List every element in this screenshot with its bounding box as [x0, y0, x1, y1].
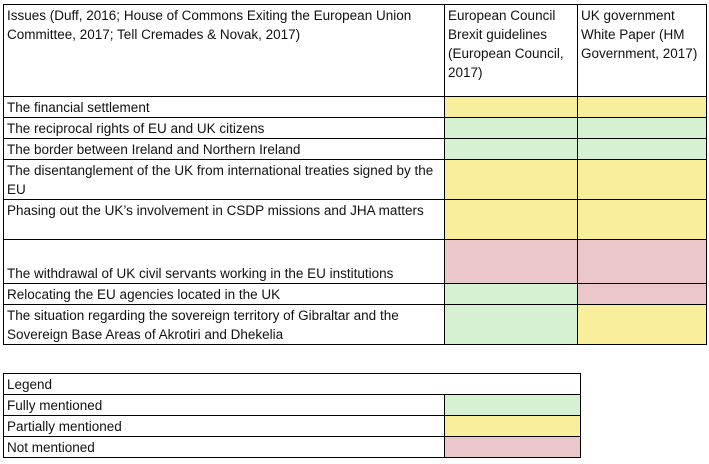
uk-status-cell [578, 240, 707, 284]
eu-status-cell [445, 160, 578, 200]
legend-row [4, 416, 581, 437]
legend-swatch-partially [445, 416, 581, 437]
uk-status-cell [578, 284, 707, 305]
header-issues: Issues (Duff, 2016; House of Commons Exiting the European Union Committee, 2017; Tell Cremades & Novak, 2017) [4, 5, 445, 97]
issue-cell: The financial settlement [4, 97, 445, 118]
eu-status-cell [445, 139, 578, 160]
uk-status-cell [578, 118, 707, 139]
issue-cell: Relocating the EU agencies located in the UK [4, 284, 445, 305]
eu-status-cell [445, 305, 578, 345]
table-row [4, 97, 707, 118]
legend-row [4, 437, 581, 458]
eu-status-cell [445, 284, 578, 305]
eu-status-cell [445, 118, 578, 139]
eu-status-cell [445, 240, 578, 284]
table-row [4, 139, 707, 160]
issue-cell: The withdrawal of UK civil servants working in the EU institutions [4, 240, 445, 284]
issue-cell: The reciprocal rights of EU and UK citizens [4, 118, 445, 139]
issue-cell: The border between Ireland and Northern Ireland [4, 139, 445, 160]
issue-cell: The disentanglement of the UK from international treaties signed by the EU [4, 160, 445, 200]
uk-status-cell [578, 200, 707, 240]
table-row [4, 200, 707, 240]
comparison-table [3, 4, 707, 345]
uk-status-cell [578, 160, 707, 200]
table-header-row [4, 5, 707, 97]
legend-label: Fully mentioned [4, 395, 445, 416]
uk-status-cell [578, 305, 707, 345]
legend-title-row [4, 374, 581, 395]
legend-table [3, 373, 581, 458]
table-row [4, 118, 707, 139]
table-row [4, 240, 707, 284]
legend-swatch-fully [445, 395, 581, 416]
uk-status-cell [578, 139, 707, 160]
table-row [4, 284, 707, 305]
header-uk-government: UK government White Paper (HM Government, 2017) [578, 5, 707, 97]
legend-row [4, 395, 581, 416]
uk-status-cell [578, 97, 707, 118]
legend-label: Partially mentioned [4, 416, 445, 437]
table-row [4, 160, 707, 200]
legend-label: Not mentioned [4, 437, 445, 458]
legend-title: Legend [4, 374, 581, 395]
issue-cell: The situation regarding the sovereign territory of Gibraltar and the Sovereign Base Areas of Akrotiri and Dhekelia [4, 305, 445, 345]
header-european-council: European Council Brexit guidelines (European Council, 2017) [445, 5, 578, 97]
legend-swatch-not [445, 437, 581, 458]
table-row [4, 305, 707, 345]
eu-status-cell [445, 200, 578, 240]
eu-status-cell [445, 97, 578, 118]
issue-cell: Phasing out the UK’s involvement in CSDP missions and JHA matters [4, 200, 445, 240]
